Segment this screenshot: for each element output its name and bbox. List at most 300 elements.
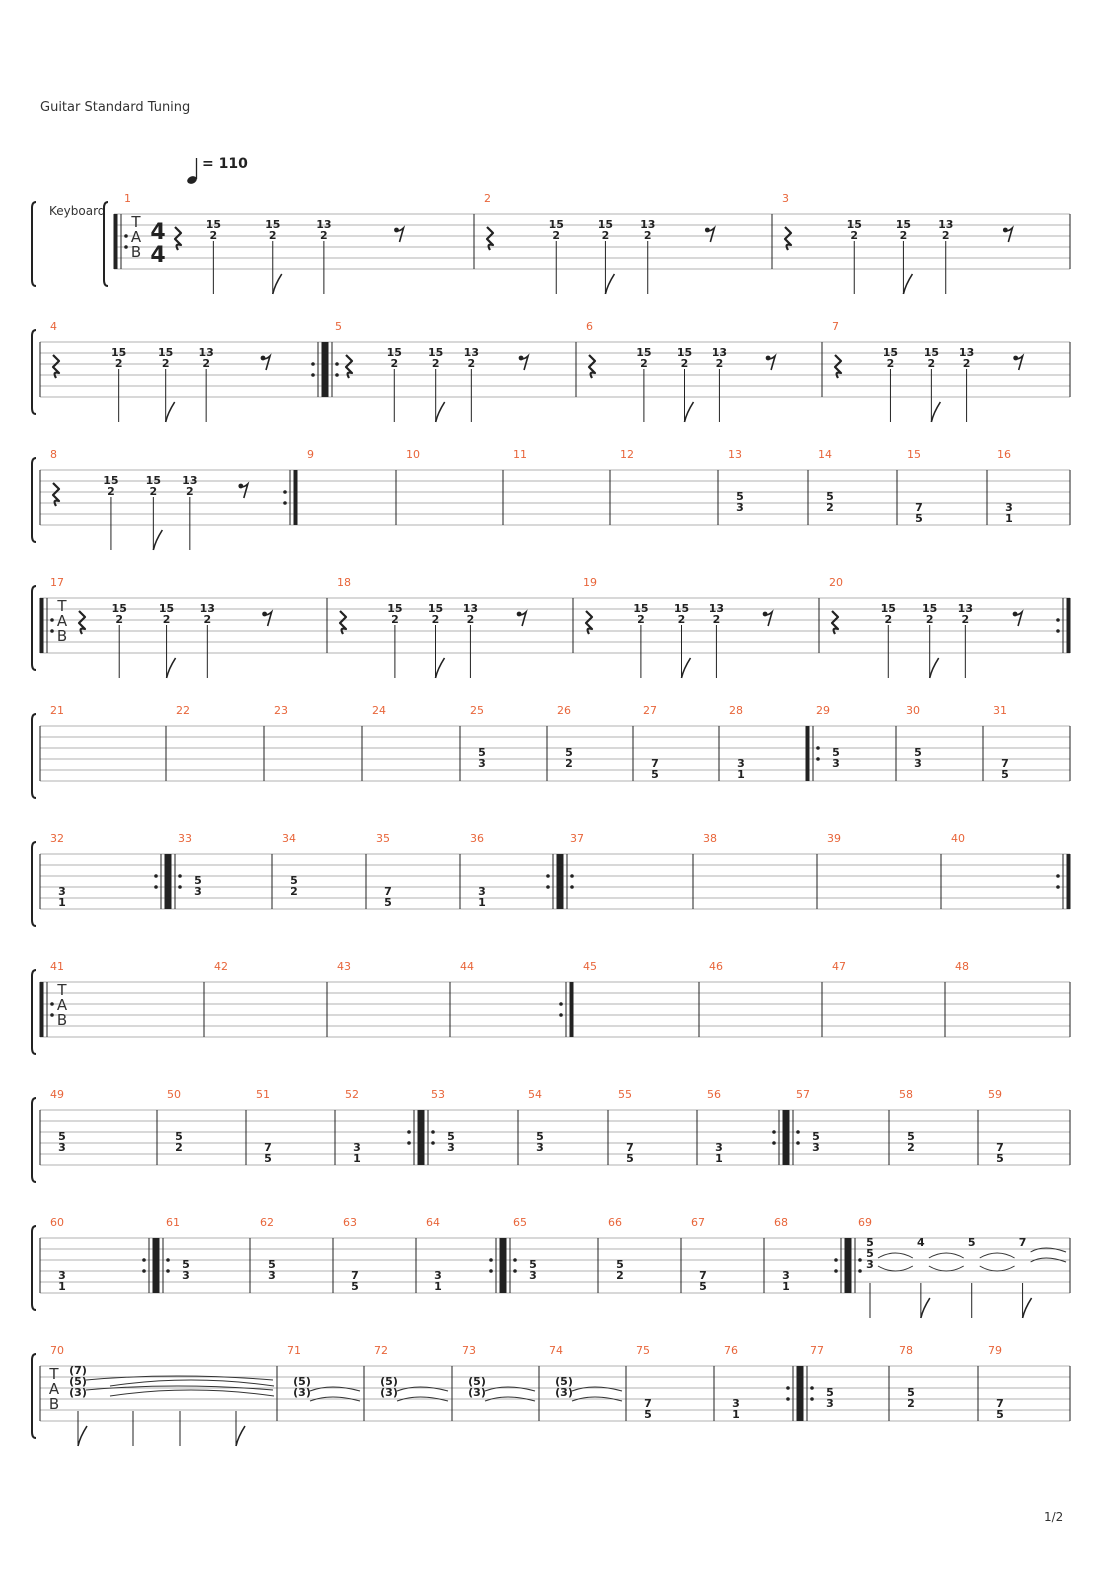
page-number: 1/2 <box>1044 1510 1064 1524</box>
fret-number: 2 <box>962 357 971 370</box>
fret-number: 3 <box>866 1258 874 1271</box>
repeat-dot <box>796 1141 800 1145</box>
fret-number: 5 <box>182 1258 190 1271</box>
eighth-rest-dot <box>1013 356 1018 361</box>
fret-number: 7 <box>264 1141 272 1154</box>
tuning-label: Guitar Standard Tuning <box>40 100 191 115</box>
fret-number: 3 <box>736 501 744 514</box>
measure-number: 30 <box>906 704 920 717</box>
measure-number: 42 <box>214 960 228 973</box>
fret-number: 15 <box>633 602 649 615</box>
staff-system <box>32 1088 1070 1182</box>
measure <box>728 448 808 525</box>
fret-number: 2 <box>320 229 328 242</box>
fret-number: 2 <box>925 613 934 626</box>
measure <box>618 1088 697 1165</box>
staff-system <box>32 320 1070 422</box>
fret-number: 2 <box>391 613 399 626</box>
fret-number: 7 <box>1018 1236 1027 1249</box>
measure-number: 19 <box>583 576 597 589</box>
measure <box>50 1216 156 1293</box>
fret-number: 2 <box>186 485 194 498</box>
fret-number: 4 <box>917 1236 925 1249</box>
repeat-dot <box>142 1258 146 1262</box>
measure-number: 52 <box>345 1088 359 1101</box>
measure <box>993 704 1070 781</box>
eighth-rest-dot <box>1013 612 1018 617</box>
fret-number: 2 <box>927 357 936 370</box>
repeat-dot <box>816 746 820 750</box>
repeat-dot <box>154 885 158 889</box>
measure-number: 64 <box>426 1216 440 1229</box>
system-bracket <box>32 458 36 542</box>
repeat-dot <box>513 1258 517 1262</box>
measure <box>376 832 460 909</box>
measure-number: 56 <box>707 1088 721 1101</box>
fret-number: 7 <box>699 1269 707 1282</box>
fret-number: 15 <box>895 218 912 231</box>
measure-number: 41 <box>50 960 64 973</box>
note-flag <box>903 274 912 294</box>
fret-number: 1 <box>782 1280 790 1293</box>
fret-number: 2 <box>115 613 124 626</box>
fret-number: (3) <box>293 1386 311 1399</box>
measure <box>691 1216 764 1293</box>
fret-number: 5 <box>626 1152 634 1165</box>
measure <box>800 1344 889 1421</box>
fret-number: 7 <box>644 1397 652 1410</box>
staff-system <box>32 192 1070 294</box>
fret-number: 5 <box>699 1280 707 1293</box>
quarter-rest <box>589 355 595 378</box>
repeat-dot <box>772 1141 776 1145</box>
measure-number: 73 <box>462 1344 476 1357</box>
fret-number: 1 <box>58 896 66 909</box>
measure <box>951 832 1070 909</box>
fret-number: 2 <box>677 613 686 626</box>
fret-number: 2 <box>268 229 277 242</box>
repeat-dot <box>431 1141 435 1145</box>
fret-number: 5 <box>351 1280 359 1293</box>
measure <box>372 704 460 781</box>
measure <box>586 320 822 422</box>
repeat-dot <box>431 1130 435 1134</box>
measure <box>50 1088 157 1165</box>
fret-number: 7 <box>626 1141 634 1154</box>
measure <box>899 1088 978 1165</box>
fret-number: 13 <box>462 602 479 615</box>
repeat-dot <box>178 874 182 878</box>
measure <box>829 576 1070 678</box>
quarter-rest <box>785 227 791 250</box>
quarter-rest <box>346 355 352 378</box>
quarter-rest <box>586 611 592 634</box>
eighth-rest-dot <box>1003 228 1008 233</box>
fret-number: 3 <box>353 1141 361 1154</box>
measure <box>528 1088 608 1165</box>
repeat-dot <box>283 501 287 505</box>
measure <box>462 1344 539 1421</box>
note-flag <box>931 402 940 422</box>
tab-clef-letter: T <box>57 597 67 615</box>
fret-number: 1 <box>732 1408 740 1421</box>
fret-number: 13 <box>711 346 728 359</box>
repeat-dot <box>311 373 315 377</box>
fret-number: 2 <box>203 613 212 626</box>
fret-number: 2 <box>431 613 440 626</box>
measure-number: 67 <box>691 1216 705 1229</box>
fret-number: 5 <box>616 1258 624 1271</box>
fret-number: 3 <box>447 1141 455 1154</box>
measure <box>997 448 1070 525</box>
note-flag <box>684 402 693 422</box>
fret-number: 2 <box>467 357 476 370</box>
repeat-dot <box>142 1269 146 1273</box>
fret-number: (5) <box>380 1375 398 1388</box>
measure-number: 53 <box>431 1088 445 1101</box>
measure <box>709 960 822 1037</box>
system-bracket <box>32 1098 36 1182</box>
measure <box>557 704 633 781</box>
fret-number: 15 <box>923 346 940 359</box>
repeat-dot <box>513 1269 517 1273</box>
measure-number: 78 <box>899 1344 913 1357</box>
fret-number: 3 <box>914 757 922 770</box>
fret-number: 1 <box>434 1280 442 1293</box>
system-bracket <box>32 330 36 414</box>
fret-number: 15 <box>880 602 896 615</box>
repeat-dot <box>858 1258 862 1262</box>
measure <box>256 1088 335 1165</box>
fret-number: 7 <box>651 757 659 770</box>
repeat-start-thick-bar <box>421 1110 425 1165</box>
measure <box>484 192 772 294</box>
measure <box>50 448 297 550</box>
fret-number: 5 <box>529 1258 537 1271</box>
measure <box>955 960 1070 1037</box>
fret-number: 15 <box>158 346 174 359</box>
fret-number: 3 <box>478 885 486 898</box>
fret-number: 2 <box>899 229 908 242</box>
measure <box>176 704 264 781</box>
tab-clef-letter: T <box>49 1365 59 1383</box>
fret-number: 3 <box>1005 501 1013 514</box>
measure-number: 50 <box>167 1088 181 1101</box>
fret-number: 2 <box>715 357 724 370</box>
quarter-rest <box>53 355 59 378</box>
measure-number: 77 <box>810 1344 824 1357</box>
fret-number: (3) <box>69 1386 87 1399</box>
repeat-end-thick-bar <box>557 854 561 909</box>
measure <box>907 448 987 525</box>
fret-number: 1 <box>353 1152 361 1165</box>
fret-number: 2 <box>712 613 721 626</box>
fret-number: 5 <box>58 1130 66 1143</box>
measure-number: 2 <box>484 192 491 205</box>
measure-number: 58 <box>899 1088 913 1101</box>
repeat-dot <box>311 362 315 366</box>
measure <box>40 960 204 1037</box>
repeat-dot <box>1056 629 1060 633</box>
fret-number: 13 <box>957 602 973 615</box>
fret-number: 3 <box>182 1269 190 1282</box>
measure-number: 29 <box>816 704 830 717</box>
measure <box>707 1088 786 1165</box>
repeat-dot <box>546 874 550 878</box>
system-bracket <box>32 586 36 670</box>
fret-number: 15 <box>111 346 127 359</box>
repeat-end-thick-bar <box>783 1110 787 1165</box>
fret-number: 2 <box>466 613 475 626</box>
staff-system <box>32 576 1070 678</box>
measure-number: 72 <box>374 1344 388 1357</box>
measure-number: 68 <box>774 1216 788 1229</box>
measure-number: 37 <box>570 832 584 845</box>
repeat-start-thick-bar <box>806 726 810 781</box>
staff-system <box>32 960 1070 1054</box>
tie-arc <box>878 1253 913 1258</box>
fret-number: 5 <box>996 1408 1004 1421</box>
repeat-start-thick-bar <box>848 1238 852 1293</box>
measure-number: 17 <box>50 576 64 589</box>
measure <box>608 1216 681 1293</box>
repeat-dot <box>335 373 339 377</box>
repeat-dot <box>796 1130 800 1134</box>
fret-number: 2 <box>209 229 218 242</box>
measure-number: 44 <box>460 960 474 973</box>
quarter-rest <box>175 227 181 250</box>
measure-number: 8 <box>50 448 57 461</box>
fret-number: 5 <box>384 896 392 909</box>
measure-number: 20 <box>829 576 843 589</box>
fret-number: 5 <box>736 490 744 503</box>
fret-number: 7 <box>351 1269 359 1282</box>
measure-number: 45 <box>583 960 597 973</box>
system-bracket <box>32 842 36 926</box>
measure <box>168 832 272 909</box>
measure <box>703 832 817 909</box>
fret-number: 15 <box>111 602 127 615</box>
repeat-dot <box>166 1269 170 1273</box>
fret-number: 7 <box>384 885 392 898</box>
fret-number: (5) <box>293 1375 311 1388</box>
measure-number: 13 <box>728 448 742 461</box>
measure-number: 62 <box>260 1216 274 1229</box>
fret-number: 15 <box>265 218 281 231</box>
fret-number: 2 <box>907 1397 915 1410</box>
fret-number: 3 <box>782 1269 790 1282</box>
measure <box>307 448 396 525</box>
measure-number: 33 <box>178 832 192 845</box>
measure-number: 34 <box>282 832 296 845</box>
measure <box>470 704 547 781</box>
fret-number: 1 <box>737 768 745 781</box>
fret-number: 15 <box>103 474 119 487</box>
fret-number: 15 <box>922 602 938 615</box>
fret-number: 13 <box>708 602 725 615</box>
repeat-start-thick-bar <box>156 1238 160 1293</box>
tie-arc <box>980 1266 1015 1271</box>
fret-number: 15 <box>882 346 899 359</box>
measure <box>50 704 166 781</box>
fret-number: 2 <box>886 357 895 370</box>
fret-number: 2 <box>884 613 893 626</box>
repeat-dot <box>786 1386 790 1390</box>
measure-number: 32 <box>50 832 64 845</box>
measure-number: 61 <box>166 1216 180 1229</box>
measure-number: 36 <box>470 832 484 845</box>
fret-number: (3) <box>468 1386 486 1399</box>
measure-number: 15 <box>907 448 921 461</box>
measure <box>282 832 366 909</box>
measure <box>421 1088 518 1165</box>
measure-number: 25 <box>470 704 484 717</box>
measure-number: 12 <box>620 448 634 461</box>
fret-number: 3 <box>737 757 745 770</box>
repeat-start-thick-bar <box>40 598 44 653</box>
quarter-rest <box>832 611 838 634</box>
measure-number: 27 <box>643 704 657 717</box>
measure <box>636 1344 714 1421</box>
measure-number: 28 <box>729 704 743 717</box>
repeat-dot <box>124 234 128 238</box>
measure-number: 79 <box>988 1344 1002 1357</box>
fret-number: 3 <box>478 757 486 770</box>
measure <box>48 1344 277 1446</box>
fret-number: 1 <box>58 1280 66 1293</box>
fret-number: 1 <box>1005 512 1013 525</box>
repeat-dot <box>124 245 128 249</box>
measure <box>374 1344 452 1421</box>
fret-number: 2 <box>149 485 158 498</box>
fret-number: 13 <box>316 218 332 231</box>
fret-number: 5 <box>175 1130 183 1143</box>
fret-number: 3 <box>529 1269 537 1282</box>
measure <box>729 704 806 781</box>
time-signature-top: 4 <box>150 220 166 245</box>
measure-number: 16 <box>997 448 1011 461</box>
fret-number: 7 <box>915 501 923 514</box>
fret-number: 3 <box>434 1269 442 1282</box>
fret-number: 3 <box>58 1141 66 1154</box>
repeat-end-thick-bar <box>165 854 169 909</box>
measure-number: 55 <box>618 1088 632 1101</box>
measure <box>818 448 897 525</box>
eighth-rest-dot <box>519 356 524 361</box>
fret-number: 2 <box>162 613 171 626</box>
fret-number: 5 <box>651 768 659 781</box>
measure <box>470 832 560 909</box>
system-bracket <box>32 714 36 798</box>
measure-number: 9 <box>307 448 314 461</box>
note-flag <box>78 1426 87 1446</box>
tab-clef-letter: A <box>130 228 142 246</box>
measure-number: 21 <box>50 704 64 717</box>
measure <box>832 960 945 1037</box>
measure <box>724 1344 800 1421</box>
fret-number: 2 <box>107 485 115 498</box>
quarter-rest <box>53 483 59 506</box>
repeat-end-thick-bar <box>797 1366 801 1421</box>
repeat-dot <box>772 1130 776 1134</box>
repeat-dot <box>834 1258 838 1262</box>
tab-clef-letter: B <box>48 1395 60 1413</box>
fret-number: 5 <box>644 1408 652 1421</box>
fret-number: 13 <box>182 474 198 487</box>
measure <box>786 1088 889 1165</box>
system-bracket <box>32 970 36 1054</box>
fret-number: 5 <box>907 1386 915 1399</box>
fret-number: 5 <box>826 1386 834 1399</box>
measure-number: 26 <box>557 704 571 717</box>
fret-number: 2 <box>565 757 573 770</box>
measure-number: 38 <box>703 832 717 845</box>
system-bracket <box>32 1226 36 1310</box>
measure-number: 43 <box>337 960 351 973</box>
note-flag <box>930 658 939 678</box>
fret-number: 13 <box>640 218 656 231</box>
tie-arc <box>980 1253 1015 1258</box>
repeat-dot <box>816 757 820 761</box>
measure-number: 70 <box>50 1344 64 1357</box>
fret-number: (3) <box>555 1386 573 1399</box>
repeat-dot <box>489 1269 493 1273</box>
measure-number: 10 <box>406 448 420 461</box>
measure-number: 40 <box>951 832 965 845</box>
measure-number: 75 <box>636 1344 650 1357</box>
repeat-dot <box>283 490 287 494</box>
measure <box>337 576 573 678</box>
note-flag <box>681 658 690 678</box>
fret-number: 7 <box>1001 757 1009 770</box>
fret-number: 13 <box>938 218 954 231</box>
fret-number: 5 <box>866 1236 874 1249</box>
repeat-dot <box>810 1397 814 1401</box>
fret-number: 5 <box>194 874 202 887</box>
measure-number: 46 <box>709 960 723 973</box>
measure-number: 51 <box>256 1088 270 1101</box>
instrument-label: Keyboard <box>49 204 106 218</box>
fret-number: 15 <box>387 602 403 615</box>
note-flag <box>153 530 162 550</box>
repeat-end-thick-bar <box>418 1110 422 1165</box>
repeat-start-thick-bar <box>40 982 44 1037</box>
quarter-rest <box>487 227 493 250</box>
fret-number: 5 <box>290 874 298 887</box>
repeat-dot <box>166 1258 170 1262</box>
repeat-dot <box>407 1141 411 1145</box>
measure <box>513 448 610 525</box>
repeat-start-thick-bar <box>560 854 564 909</box>
fret-number: 15 <box>427 602 444 615</box>
fret-number: 5 <box>1001 768 1009 781</box>
measure <box>50 320 325 422</box>
measure <box>848 1216 1070 1318</box>
repeat-dot <box>154 874 158 878</box>
measure <box>806 704 896 781</box>
repeat-end-thick-bar <box>500 1238 504 1293</box>
measure <box>156 1216 250 1293</box>
fret-number: 3 <box>715 1141 723 1154</box>
fret-number: (3) <box>380 1386 398 1399</box>
fret-number: 5 <box>565 746 573 759</box>
measure-number: 11 <box>513 448 527 461</box>
fret-number: 15 <box>636 346 652 359</box>
note-flag <box>1023 1298 1032 1318</box>
tie-arc <box>110 1390 274 1396</box>
note-flag <box>167 658 176 678</box>
repeat-start-thick-bar <box>800 1366 804 1421</box>
